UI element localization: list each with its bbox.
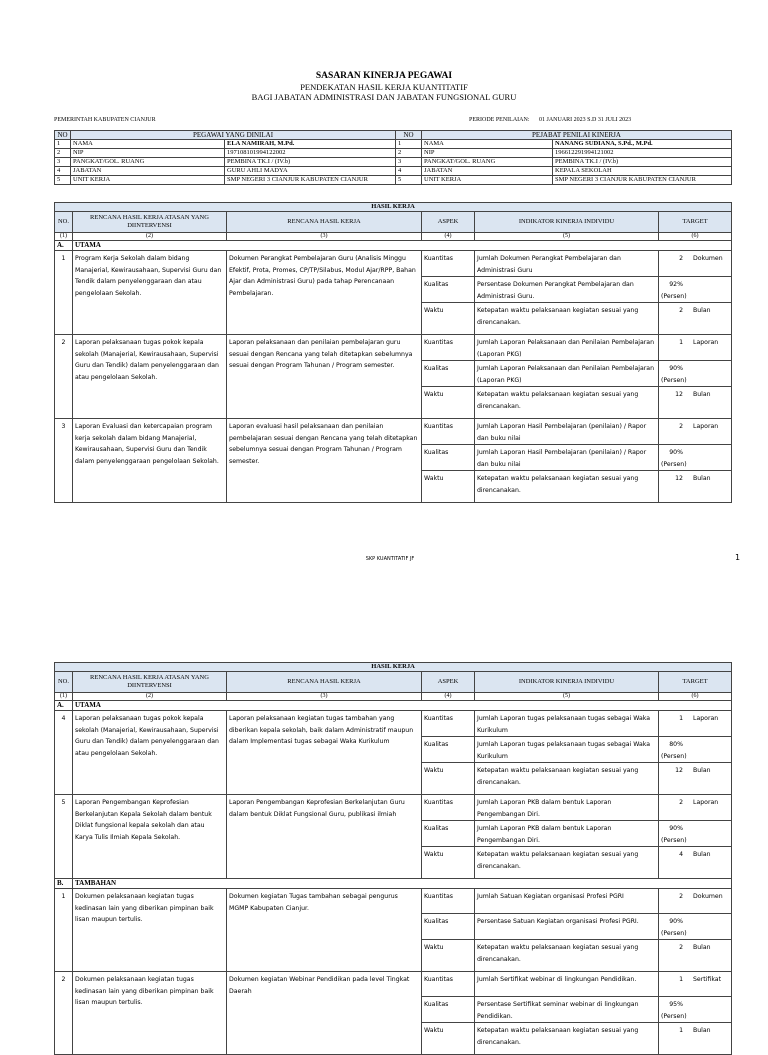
hasil-kerja-head-1 xyxy=(55,203,732,241)
target-unit: Laporan xyxy=(693,799,719,806)
hasil-kerja-head-2 xyxy=(55,663,732,701)
column-number: (3) xyxy=(227,233,422,241)
col-no-header: NO. xyxy=(55,672,73,693)
table-row xyxy=(55,251,732,277)
page-2 xyxy=(0,660,768,1046)
item-aspek: Kuantitas xyxy=(422,711,475,737)
item-number: 1 xyxy=(55,251,73,335)
target-value: 2 xyxy=(679,799,683,806)
identity-no: 2 xyxy=(55,149,71,158)
item-indikator: Persentase Dokumen Perangkat Pembelajaran dan Administrasi Guru. xyxy=(475,277,659,303)
identity-row xyxy=(55,167,732,176)
identity-value: ELA NAMIRAH, M.Pd. xyxy=(225,140,396,149)
item-target xyxy=(659,1023,732,1055)
item-aspek: Kuantitas xyxy=(422,335,475,361)
identity-value-2: PEMBINA TK.I / (IV.b) xyxy=(553,158,732,167)
item-indikator: Jumlah Laporan Pelaksanaan dan Penilaian Pembelajaran (Laporan PKG) xyxy=(475,335,659,361)
section-name: TAMBAHAN xyxy=(73,879,732,889)
item-atasan: Laporan Pengembangan Keprofesian Berkelanjutan Kepala Sekolah dalam bentuk Diklat fungsional kepala sekolah dan atau Karya Tulis Ilmiah Kepala Sekolah. xyxy=(73,795,227,879)
item-indikator: Jumlah Laporan Pelaksanaan dan Penilaian Pembelajaran (Laporan PKG) xyxy=(475,361,659,387)
item-target xyxy=(659,361,732,387)
item-number: 2 xyxy=(55,972,73,1055)
item-number: 4 xyxy=(55,711,73,795)
pejabat-header: PEJABAT PENILAI KINERJA xyxy=(422,131,732,140)
identity-no-2: 3 xyxy=(396,158,422,167)
item-indikator: Ketepatan waktu pelaksanaan kegiatan sesuai yang direncanakan. xyxy=(475,303,659,335)
item-aspek: Kualitas xyxy=(422,445,475,471)
item-indikator: Jumlah Satuan Kegiatan organisasi Profesi PGRI xyxy=(475,889,659,914)
target-value: 90% (Persen) xyxy=(661,918,687,937)
identity-no-header-2: NO xyxy=(396,131,422,140)
identity-label: UNIT KERJA xyxy=(71,176,225,185)
hasil-kerja-title: HASIL KERJA xyxy=(55,663,732,672)
item-target xyxy=(659,387,732,419)
page-number: 1 xyxy=(735,553,741,562)
item-target xyxy=(659,889,732,914)
item-indikator: Jumlah Sertifikat webinar di lingkungan Pendidikan. xyxy=(475,972,659,997)
hasil-kerja-body-2 xyxy=(55,701,732,1055)
identity-no: 5 xyxy=(55,176,71,185)
identity-value-2: SMP NEGERI 3 CIANJUR KABUPATEN CIANJUR xyxy=(553,176,732,185)
hasil-kerja-body-1 xyxy=(55,241,732,503)
table-row xyxy=(55,711,732,737)
target-value: 1 xyxy=(679,339,683,346)
identity-label-2: NIP xyxy=(422,149,553,158)
item-rencana: Dokumen Perangkat Pembelajaran Guru (Analisis Minggu Efektif, Prota, Promes, CP/TP/Silabus, Modul Ajar/RPP, Bahan Ajar dan Administrasi Guru) pada tahap Perencanaan Pembelajaran. xyxy=(227,251,422,335)
col-indikator-header: INDIKATOR KINERJA INDIVIDU xyxy=(475,672,659,693)
target-value: 1 xyxy=(679,976,683,983)
identity-value: 197108101994122002 xyxy=(225,149,396,158)
item-rencana: Dokumen kegiatan Tugas tambahan sebagai pengurus MGMP Kabupaten Cianjur. xyxy=(227,889,422,972)
identity-value: GURU AHLI MADYA xyxy=(225,167,396,176)
item-aspek: Kuantitas xyxy=(422,972,475,997)
target-value: 12 xyxy=(675,391,683,398)
document-subtitle-2: BAGI JABATAN ADMINISTRASI DAN JABATAN FUNGSIONAL GURU xyxy=(251,92,517,102)
col-aspek-header: ASPEK xyxy=(422,212,475,233)
table-row xyxy=(55,795,732,821)
identity-label-2: JABATAN xyxy=(422,167,553,176)
item-number: 2 xyxy=(55,335,73,419)
item-aspek: Kuantitas xyxy=(422,795,475,821)
periode-label-text: PERIODE PENILAIAN: xyxy=(469,117,530,123)
identity-label-2: UNIT KERJA xyxy=(422,176,553,185)
column-number-row xyxy=(55,233,732,241)
identity-value: SMP NEGERI 3 CIANJUR KABUPATEN CIANJUR xyxy=(225,176,396,185)
item-target xyxy=(659,821,732,847)
target-value: 90% (Persen) xyxy=(661,825,687,844)
table-row xyxy=(55,335,732,361)
item-aspek: Kuantitas xyxy=(422,251,475,277)
item-target xyxy=(659,972,732,997)
item-rencana: Laporan pelaksanaan kegiatan tugas tambahan yang diberikan kepala sekolah, baik dalam Administratif maupun dalam Implementasi tugas sebagai Waka Kurikulum xyxy=(227,711,422,795)
item-target xyxy=(659,795,732,821)
item-aspek: Waktu xyxy=(422,387,475,419)
identity-no: 4 xyxy=(55,167,71,176)
column-number: (3) xyxy=(227,693,422,701)
item-target xyxy=(659,277,732,303)
document-subtitle-1: PENDEKATAN HASIL KERJA KUANTITATIF xyxy=(300,82,468,92)
target-value: 2 xyxy=(679,893,683,900)
pegawai-header: PEGAWAI YANG DINILAI xyxy=(71,131,396,140)
target-unit: Bulan xyxy=(693,391,711,398)
target-value: 92% (Persen) xyxy=(661,281,687,300)
column-number: (5) xyxy=(475,233,659,241)
item-target xyxy=(659,763,732,795)
item-atasan: Laporan pelaksanaan tugas pokok kepala sekolah (Manajerial, Kewirausahaan, Supervisi Guru dan Tendik) dalam penyelenggaraan dan atau pengelolaan Sekolah. xyxy=(73,335,227,419)
identity-label-2: PANGKAT/GOL. RUANG xyxy=(422,158,553,167)
section-letter: A. xyxy=(55,241,73,251)
column-number: (2) xyxy=(73,233,227,241)
item-aspek: Kualitas xyxy=(422,277,475,303)
column-header-row xyxy=(55,212,732,233)
target-unit: Bulan xyxy=(693,767,711,774)
item-target xyxy=(659,997,732,1023)
item-aspek: Kuantitas xyxy=(422,419,475,445)
item-target xyxy=(659,847,732,879)
target-value: 12 xyxy=(675,475,683,482)
identity-row xyxy=(55,176,732,185)
table-row xyxy=(55,889,732,914)
item-target xyxy=(659,711,732,737)
item-aspek: Waktu xyxy=(422,940,475,972)
column-number-row xyxy=(55,693,732,701)
periode-label xyxy=(469,117,631,123)
identity-no-2: 1 xyxy=(396,140,422,149)
section-letter: B. xyxy=(55,879,73,889)
identity-no-2: 4 xyxy=(396,167,422,176)
section-row xyxy=(55,701,732,711)
hasil-kerja-title-row xyxy=(55,663,732,672)
identity-row xyxy=(55,158,732,167)
target-unit: Bulan xyxy=(693,475,711,482)
target-value: 90% (Persen) xyxy=(661,365,687,384)
target-unit: Laporan xyxy=(693,715,719,722)
item-rencana: Laporan evaluasi hasil pelaksanaan dan penilaian pembelajaran sesuai dengan Rencana yang telah ditetapkan sebelumnya sesuai dengan Program Tahunan / Program semester. xyxy=(227,419,422,503)
item-indikator: Ketepatan waktu pelaksanaan kegiatan sesuai yang direncanakan. xyxy=(475,387,659,419)
table-row xyxy=(55,419,732,445)
item-indikator: Jumlah Laporan tugas pelaksanaan tugas sebagai Waka Kurikulum xyxy=(475,737,659,763)
item-target xyxy=(659,940,732,972)
item-number: 1 xyxy=(55,889,73,972)
section-row xyxy=(55,879,732,889)
target-unit: Dokumen xyxy=(693,255,723,262)
item-aspek: Waktu xyxy=(422,763,475,795)
column-number: (6) xyxy=(659,693,732,701)
column-number: (2) xyxy=(73,693,227,701)
item-target xyxy=(659,471,732,503)
item-atasan: Dokumen pelaksanaan kegiatan tugas kedinasan lain yang diberikan pimpinan baik lisan maupun tertulis. xyxy=(73,972,227,1055)
identity-label: NIP xyxy=(71,149,225,158)
item-indikator: Jumlah Laporan PKB dalam bentuk Laporan Pengembangan Diri. xyxy=(475,795,659,821)
item-target xyxy=(659,335,732,361)
item-aspek: Kualitas xyxy=(422,737,475,763)
identity-value-2: KEPALA SEKOLAH xyxy=(553,167,732,176)
item-indikator: Ketepatan waktu pelaksanaan kegiatan sesuai yang direncanakan. xyxy=(475,471,659,503)
item-indikator: Ketepatan waktu pelaksanaan kegiatan sesuai yang direncanakan. xyxy=(475,1023,659,1055)
target-value: 95% (Persen) xyxy=(661,1001,687,1020)
section-name: UTAMA xyxy=(73,241,732,251)
item-target xyxy=(659,445,732,471)
target-unit: Bulan xyxy=(693,1027,711,1034)
target-unit: Bulan xyxy=(693,944,711,951)
item-aspek: Waktu xyxy=(422,1023,475,1055)
item-number: 5 xyxy=(55,795,73,879)
item-indikator: Persentase Satuan Kegiatan organisasi Profesi PGRI. xyxy=(475,914,659,940)
item-indikator: Jumlah Laporan tugas pelaksanaan tugas sebagai Waka Kurikulum xyxy=(475,711,659,737)
target-value: 1 xyxy=(679,715,683,722)
item-indikator: Jumlah Laporan Hasil Pembelajaran (penilaian) / Rapor dan buku nilai xyxy=(475,445,659,471)
section-name: UTAMA xyxy=(73,701,732,711)
item-aspek: Kuantitas xyxy=(422,889,475,914)
column-number: (1) xyxy=(55,693,73,701)
item-rencana: Laporan Pengembangan Keprofesian Berkelanjutan Guru dalam bentuk Diklat Fungsional Guru, publikasi ilmiah xyxy=(227,795,422,879)
item-target xyxy=(659,737,732,763)
col-target-header: TARGET xyxy=(659,672,732,693)
target-value: 2 xyxy=(679,423,683,430)
column-number: (4) xyxy=(422,693,475,701)
item-indikator: Ketepatan waktu pelaksanaan kegiatan sesuai yang direncanakan. xyxy=(475,940,659,972)
column-number: (1) xyxy=(55,233,73,241)
item-rencana: Laporan pelaksanaan dan penilaian pembelajaran guru sesuai dengan Rencana yang telah ditetapkan sebelumnya sesuai dengan Program Tahunan / Program semester. xyxy=(227,335,422,419)
col-aspek-header: ASPEK xyxy=(422,672,475,693)
instansi-label: PEMERINTAH KABUPATEN CIANJUR xyxy=(54,117,156,123)
col-no-header: NO. xyxy=(55,212,73,233)
identity-row xyxy=(55,149,732,158)
identity-no-2: 2 xyxy=(396,149,422,158)
identity-value-2: NANANG SUDIANA, S.Pd., M.Pd. xyxy=(553,140,732,149)
hasil-kerja-table-2 xyxy=(54,662,732,1055)
section-letter: A. xyxy=(55,701,73,711)
target-unit: Bulan xyxy=(693,307,711,314)
identity-label: NAMA xyxy=(71,140,225,149)
item-indikator: Ketepatan waktu pelaksanaan kegiatan sesuai yang direncanakan. xyxy=(475,847,659,879)
periode-value: 01 JANUARI 2023 S.D 31 JULI 2023 xyxy=(539,117,632,123)
target-unit: Bulan xyxy=(693,851,711,858)
item-atasan: Laporan pelaksanaan tugas pokok kepala sekolah (Manajerial, Kewirausahaan, Supervisi Guru dan Tendik) dalam penyelenggaraan dan atau pengelolaan Sekolah. xyxy=(73,711,227,795)
target-value: 2 xyxy=(679,255,683,262)
item-target xyxy=(659,419,732,445)
item-target xyxy=(659,303,732,335)
identity-label: JABATAN xyxy=(71,167,225,176)
identity-no: 3 xyxy=(55,158,71,167)
identity-label-2: NAMA xyxy=(422,140,553,149)
identity-row xyxy=(55,140,732,149)
hasil-kerja-title-row xyxy=(55,203,732,212)
column-header-row xyxy=(55,672,732,693)
column-number: (4) xyxy=(422,233,475,241)
item-number: 3 xyxy=(55,419,73,503)
identity-body xyxy=(55,140,732,185)
identity-no-2: 5 xyxy=(396,176,422,185)
item-indikator: Jumlah Laporan Hasil Pembelajaran (penilaian) / Rapor dan buku nilai xyxy=(475,419,659,445)
identity-no-header: NO xyxy=(55,131,71,140)
target-value: 90% (Persen) xyxy=(661,449,687,468)
item-rencana: Dokumen kegiatan Webinar Pendidikan pada level Tingkat Daerah xyxy=(227,972,422,1055)
item-aspek: Waktu xyxy=(422,303,475,335)
section-row xyxy=(55,241,732,251)
target-value: 4 xyxy=(679,851,683,858)
item-indikator: Ketepatan waktu pelaksanaan kegiatan sesuai yang direncanakan. xyxy=(475,763,659,795)
identity-value: PEMBINA TK.I / (IV.b) xyxy=(225,158,396,167)
target-value: 1 xyxy=(679,1027,683,1034)
col-atasan-header: RENCANA HASIL KERJA ATASAN YANG DIINTERVENSI xyxy=(73,672,227,693)
hasil-kerja-title: HASIL KERJA xyxy=(55,203,732,212)
identity-value-2: 196612291994121002 xyxy=(553,149,732,158)
column-number: (5) xyxy=(475,693,659,701)
table-row xyxy=(55,972,732,997)
item-atasan: Laporan Evaluasi dan ketercapaian program kerja sekolah dalam bidang Manajerial, Kewirausahaan, Supervisi Guru dan Tendik dalam penyelenggaraan pengelolaan Sekolah. xyxy=(73,419,227,503)
document-title: SASARAN KINERJA PEGAWAI xyxy=(315,71,453,81)
identity-no: 1 xyxy=(55,140,71,149)
column-number: (6) xyxy=(659,233,732,241)
col-rencana-header: RENCANA HASIL KERJA xyxy=(227,212,422,233)
col-indikator-header: INDIKATOR KINERJA INDIVIDU xyxy=(475,212,659,233)
item-indikator: Jumlah Dokumen Perangkat Pembelajaran dan Administrasi Guru xyxy=(475,251,659,277)
footer-label: SKP KUANTITATIF JF xyxy=(365,556,415,562)
item-atasan: Dokumen pelaksanaan kegiatan tugas kedinasan lain yang diberikan pimpinan baik lisan maupun tertulis. xyxy=(73,889,227,972)
target-value: 12 xyxy=(675,767,683,774)
identity-header-row xyxy=(55,131,732,140)
item-target xyxy=(659,251,732,277)
col-rencana-header: RENCANA HASIL KERJA xyxy=(227,672,422,693)
item-aspek: Waktu xyxy=(422,847,475,879)
item-indikator: Jumlah Laporan PKB dalam bentuk Laporan Pengembangan Diri. xyxy=(475,821,659,847)
item-aspek: Kualitas xyxy=(422,914,475,940)
identity-label: PANGKAT/GOL. RUANG xyxy=(71,158,225,167)
item-aspek: Waktu xyxy=(422,471,475,503)
target-value: 2 xyxy=(679,944,683,951)
target-value: 2 xyxy=(679,307,683,314)
target-unit: Laporan xyxy=(693,423,719,430)
col-target-header: TARGET xyxy=(659,212,732,233)
item-aspek: Kualitas xyxy=(422,821,475,847)
target-unit: Dokumen xyxy=(693,893,723,900)
item-aspek: Kualitas xyxy=(422,997,475,1023)
target-unit: Laporan xyxy=(693,339,719,346)
hasil-kerja-table-1 xyxy=(54,202,732,503)
target-unit: Sertifikat xyxy=(693,976,722,983)
item-indikator: Persentase Sertifikat seminar webinar di lingkungan Pendidikan. xyxy=(475,997,659,1023)
document-title-block xyxy=(0,70,768,102)
item-aspek: Kualitas xyxy=(422,361,475,387)
item-atasan: Program Kerja Sekolah dalam bidang Manajerial, Kewirausahaan, Supervisi Guru dan Tendik dalam penyelenggaraan dan atau pengelolaan Sekolah. xyxy=(73,251,227,335)
target-value: 80% (Persen) xyxy=(661,741,687,760)
item-target xyxy=(659,914,732,940)
col-atasan-header: RENCANA HASIL KERJA ATASAN YANG DIINTERVENSI xyxy=(73,212,227,233)
identity-table xyxy=(54,130,732,185)
